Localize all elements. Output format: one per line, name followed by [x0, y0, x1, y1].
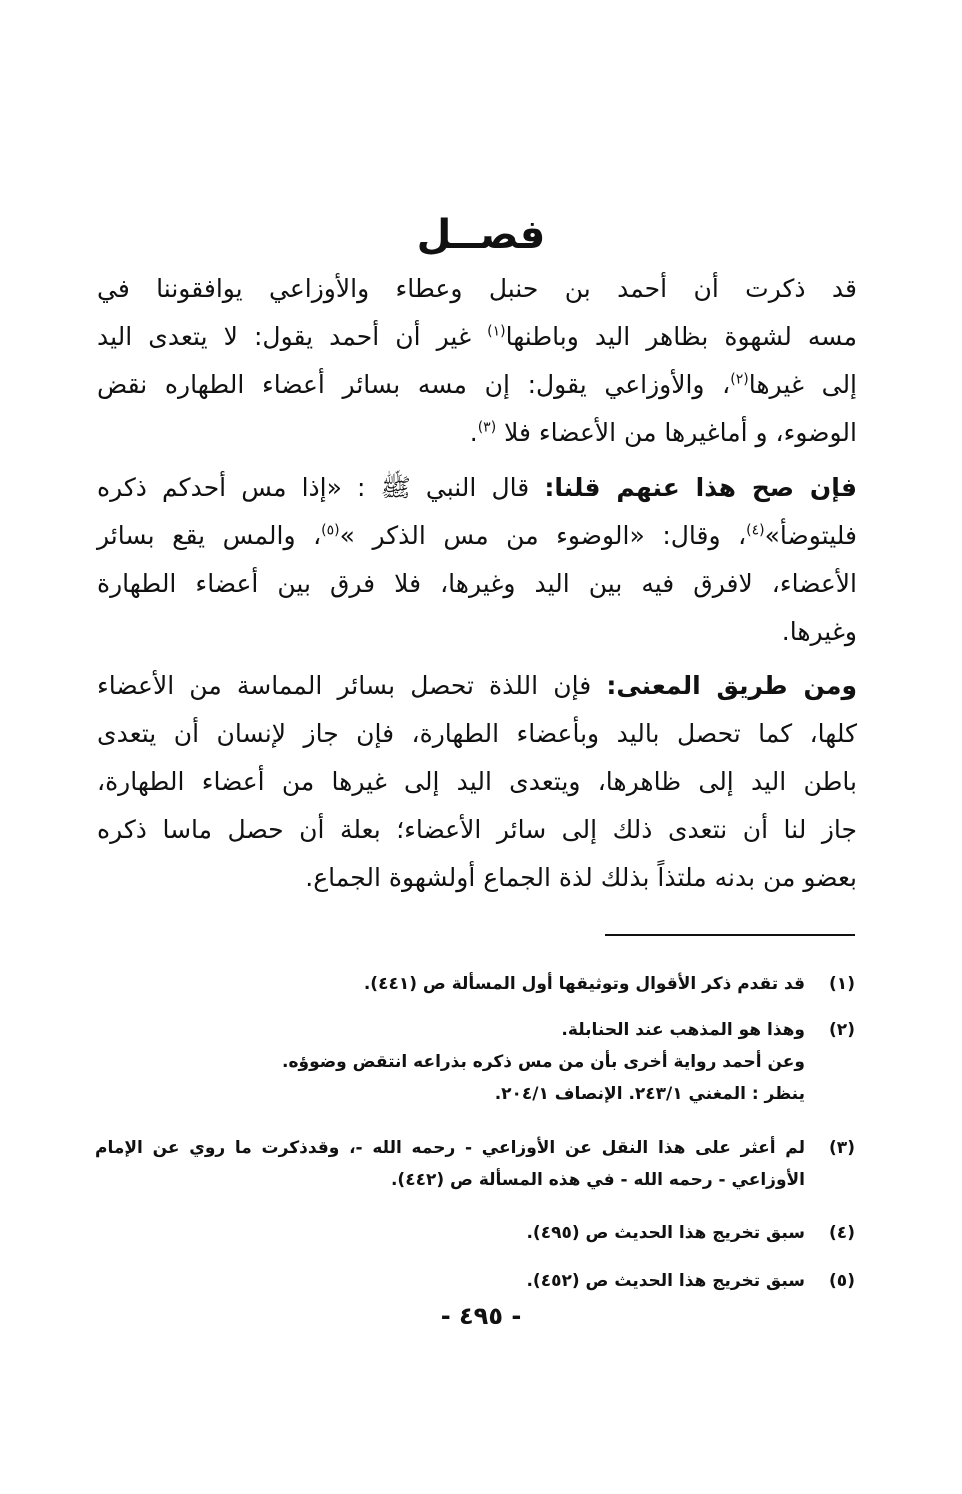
paragraph-2-line-1-rest: قال النبي ﷺ : «إذا مس أحدكم ذكره	[97, 473, 530, 502]
paragraph-2-line-2-a: فليتوضأ»	[764, 521, 857, 550]
paragraph-3-line-4: جاز لنا أن نتعدى ذلك إلى سائر الأعضاء؛ بعلة أن حصل ماسا ذكره	[97, 815, 857, 844]
footnote-line: لم أعثر على هذا النقل عن الأوزاعي - رحمه الله -، وقدذكرت ما روي عن الإمام	[95, 1138, 805, 1158]
paragraph-2-line-4: وغيرها.	[781, 617, 857, 646]
footnote-number: (٣)	[829, 1138, 855, 1158]
footnote-ref-2[interactable]: (٢)	[730, 371, 749, 388]
paragraph-2-line-2-c: ، والمس يقع بسائر	[97, 521, 322, 550]
footnote-line: وعن أحمد رواية أخرى بأن من مس ذكره بذراعه انتقض وضوؤه.	[282, 1052, 805, 1072]
footnote-line: الأوزاعي - رحمه الله - في هذه المسألة ص (٤٤٢).	[390, 1170, 805, 1190]
footnote-3	[97, 1132, 857, 1196]
paragraph-1-line-1: قد ذكرت أن أحمد بن حنبل وعطاء والأوزاعي يوافقوننا في	[97, 274, 857, 303]
footnote-separator	[605, 934, 855, 936]
paragraph-2-line-1	[97, 464, 857, 512]
footnote-line: وهذا هو المذهب عند الحنابلة.	[561, 1020, 805, 1040]
paragraph-1-line-2	[97, 313, 857, 361]
paragraph-1	[97, 265, 857, 457]
footnote-number: (٢)	[829, 1020, 855, 1040]
footnote-2	[97, 1014, 857, 1110]
paragraph-1-line-2-end: غير أن أحمد يقول: لا يتعدى اليد	[97, 322, 472, 351]
paragraph-1-line-2-start: مسه لشهوة بظاهر اليد وباطنها	[505, 322, 857, 351]
paragraph-3	[97, 662, 857, 902]
paragraph-1-line-4	[97, 409, 857, 457]
footnote-number: (٥)	[829, 1271, 855, 1291]
footnote-line: قد تقدم ذكر الأقوال وتوثيقها أول المسألة ص (٤٤١).	[363, 974, 805, 994]
footnote-5	[97, 1265, 857, 1297]
footnote-line: سبق تخريج هذا الحديث ص (٤٩٥).	[526, 1223, 805, 1243]
footnote-line: سبق تخريج هذا الحديث ص (٤٥٢).	[526, 1271, 805, 1291]
paragraph-2	[97, 464, 857, 656]
paragraph-3-line-1-rest: فإن اللذة تحصل بسائر المماسة من الأعضاء	[97, 671, 592, 700]
section-title: فصــل	[416, 212, 546, 258]
footnote-1	[97, 968, 857, 1000]
paragraph-2-line-2-b: ، وقال: «الوضوء من مس الذكر »	[339, 521, 747, 550]
paragraph-2-line-3: الأعضاء، لافرق فيه بين اليد وغيرها، فلا فرق بين أعضاء الطهارة	[97, 569, 857, 598]
paragraph-3-line-2: كلها، كما تحصل باليد وبأعضاء الطهارة، فإن جاز لإنسان أن يتعدى	[97, 719, 857, 748]
footnote-number: (٤)	[829, 1223, 855, 1243]
footnote-ref-3[interactable]: (٣)	[477, 419, 497, 436]
paragraph-2-lead: فإن صح هذا عنهم قلنا:	[544, 473, 858, 502]
footnote-number: (١)	[829, 974, 855, 994]
footnote-ref-4[interactable]: (٤)	[746, 522, 765, 539]
footnote-ref-5[interactable]: (٥)	[321, 522, 340, 539]
footnote-4	[97, 1217, 857, 1249]
paragraph-1-line-4-end: .	[469, 418, 478, 447]
paragraph-1-line-3	[97, 361, 857, 409]
paragraph-1-line-3-end: ، والأوزاعي يقول: إن مسه بسائر أعضاء الطهاره نقض	[97, 370, 731, 399]
paragraph-3-line-5: بعضو من بدنه ملتذاً بذلك لذة الجماع أولشهوة الجماع.	[305, 863, 857, 892]
paragraph-1-line-3-start: إلى غيرها	[748, 370, 858, 399]
paragraph-3-line-1	[97, 662, 857, 710]
paragraph-3-lead: ومن طريق المعنى:	[606, 671, 857, 700]
paragraph-2-line-2	[97, 512, 857, 560]
paragraph-1-line-4-start: الوضوء، و أماغيرها من الأعضاء فلا	[504, 418, 857, 447]
footnote-ref-1[interactable]: (١)	[487, 323, 506, 340]
paragraph-3-line-3: باطن اليد إلى ظاهرها، ويتعدى اليد إلى غيرها من أعضاء الطهارة،	[97, 767, 857, 796]
footnote-line: ينظر : المغني ٢٤٣/١. الإنصاف ٢٠٤/١.	[494, 1084, 805, 1104]
page-number: - ٤٩٥ -	[440, 1302, 522, 1330]
